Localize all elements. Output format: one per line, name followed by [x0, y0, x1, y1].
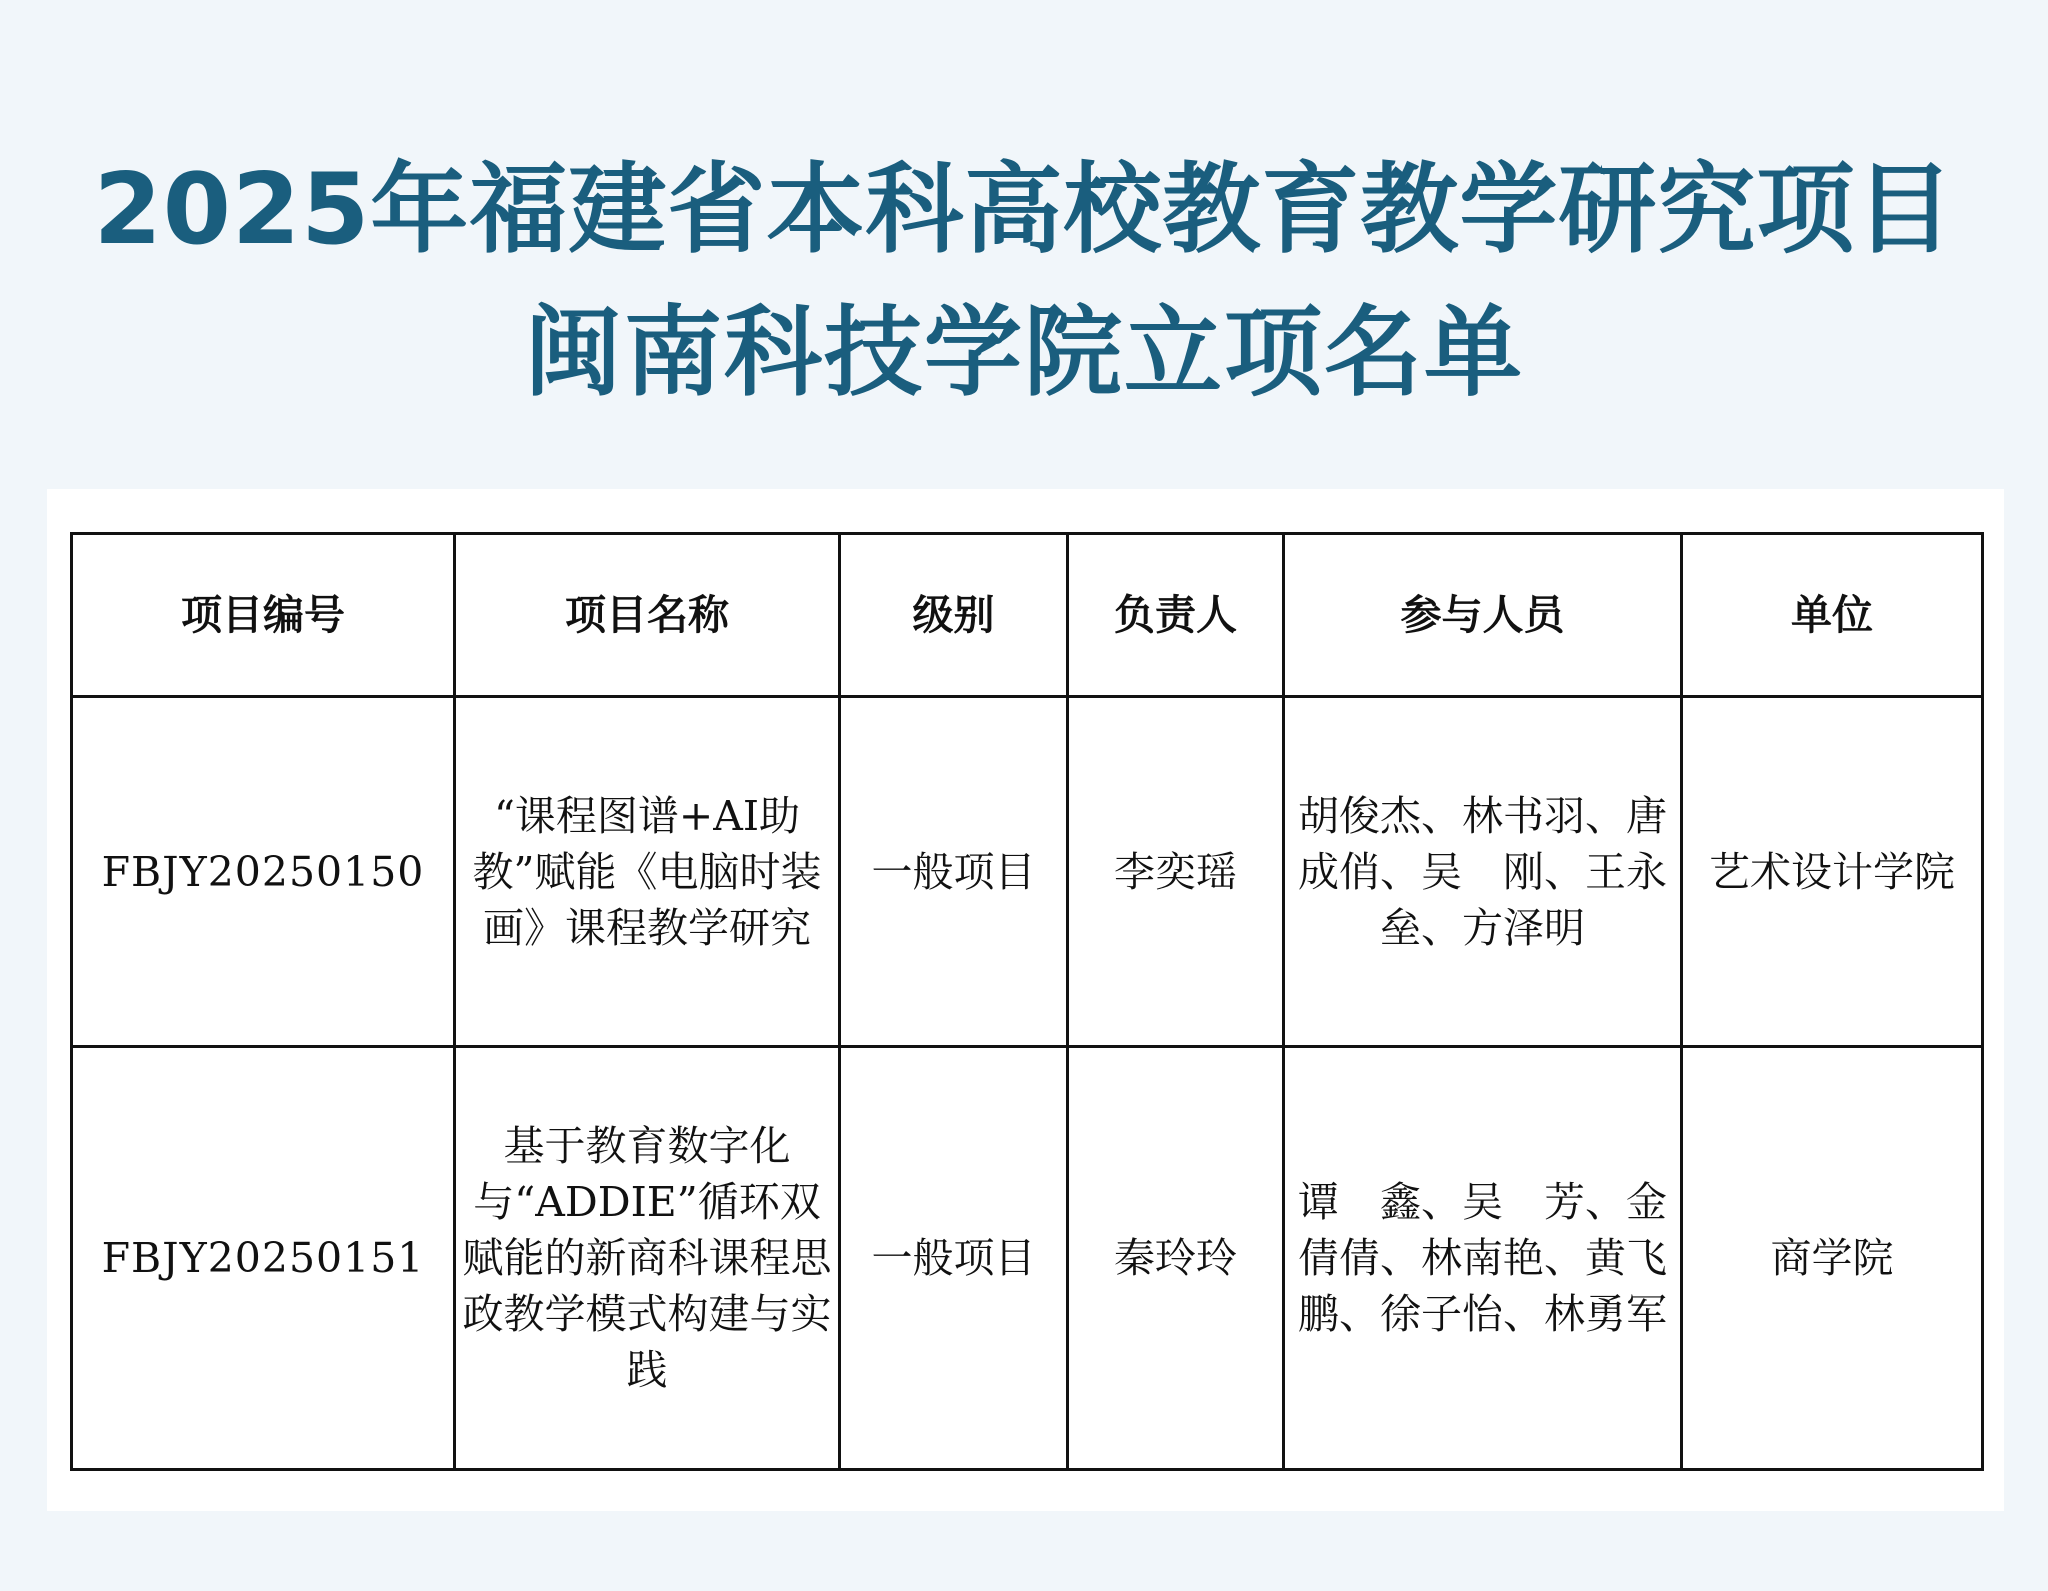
- table-row: [72, 1047, 1983, 1470]
- project-table: [70, 532, 1984, 1471]
- project-unit: 商学院: [1682, 1047, 1983, 1470]
- project-unit: 艺术设计学院: [1682, 697, 1983, 1047]
- page-title-line-1: 2025年福建省本科高校教育教学研究项目: [93, 153, 1955, 267]
- header-project-code: 项目编号: [72, 534, 455, 697]
- project-code: FBJY20250150: [72, 697, 455, 1047]
- table-row: [72, 697, 1983, 1047]
- project-code: FBJY20250151: [72, 1047, 455, 1470]
- project-level: 一般项目: [840, 697, 1068, 1047]
- header-project-name: 项目名称: [455, 534, 840, 697]
- project-level: 一般项目: [840, 1047, 1068, 1470]
- project-name: “课程图谱+AI助教”赋能《电脑时装画》课程教学研究: [455, 697, 840, 1047]
- header-leader: 负责人: [1068, 534, 1284, 697]
- page-title-line-2: 闽南科技学院立项名单: [523, 296, 1524, 410]
- header-unit: 单位: [1682, 534, 1983, 697]
- table-panel: [47, 489, 2004, 1511]
- project-members: 胡俊杰、林书羽、唐成俏、吴 刚、王永垒、方泽明: [1284, 697, 1682, 1047]
- header-level: 级别: [840, 534, 1068, 697]
- project-members: 谭 鑫、吴 芳、金倩倩、林南艳、黄飞鹏、徐子怡、林勇军: [1284, 1047, 1682, 1470]
- header-members: 参与人员: [1284, 534, 1682, 697]
- project-name: 基于教育数字化与“ADDIE”循环双赋能的新商科课程思政教学模式构建与实践: [455, 1047, 840, 1470]
- table-header-row: [72, 534, 1983, 697]
- project-leader: 李奕瑶: [1068, 697, 1284, 1047]
- project-leader: 秦玲玲: [1068, 1047, 1284, 1470]
